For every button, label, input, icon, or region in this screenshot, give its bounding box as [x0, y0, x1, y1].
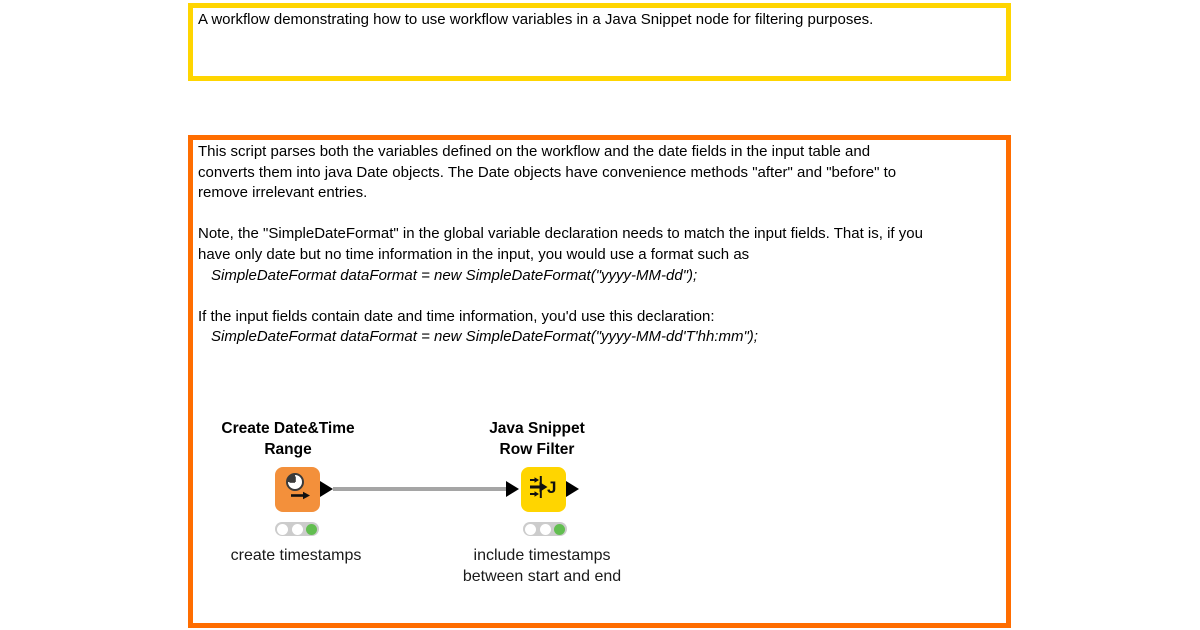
annotation-yellow-text: A workflow demonstrating how to use workflow variables in a Java Snippet node for filtering purposes. [198, 11, 874, 28]
status-light-amber-off [292, 524, 303, 535]
annotation-orange-code-line: SimpleDateFormat dataFormat = new SimpleDateFormat("yyyy-MM-dd'T'hh:mm"); [211, 328, 758, 346]
status-light-red-off [525, 524, 536, 535]
annotation-orange-line: This script parses both the variables defined on the workflow and the date fields in the input table and [198, 143, 871, 160]
node-title-line: Create Date&Time [221, 420, 355, 437]
clock-arrow-icon [282, 471, 314, 508]
node-java-snippet-row-filter[interactable] [521, 467, 566, 512]
node-title-create-date-time-range[interactable] [188, 418, 388, 460]
svg-text:J: J [547, 478, 557, 497]
node-label-line: include timestamps [473, 547, 611, 564]
annotation-orange-line: If the input fields contain date and time information, you'd use this declaration: [198, 307, 715, 325]
node-label-include-timestamps[interactable] [432, 545, 652, 587]
node-status-traffic-light [523, 522, 567, 536]
output-port-create-date-time-range[interactable] [320, 481, 333, 497]
annotation-orange-code-line: SimpleDateFormat dataFormat = new SimpleDateFormat("yyyy-MM-dd"); [211, 266, 698, 284]
input-port-java-snippet-row-filter[interactable] [506, 481, 519, 497]
annotation-orange-line: Note, the "SimpleDateFormat" in the global variable declaration needs to match the input fields. That is, if you [198, 225, 923, 243]
node-label-line: between start and end [462, 568, 622, 585]
node-connection-line[interactable] [333, 487, 507, 491]
annotation-blank-line [198, 286, 1001, 307]
annotation-orange-line: converts them into java Date objects. The Date objects have convenience methods "after" and "before" to [198, 163, 897, 181]
node-status-traffic-light [275, 522, 319, 536]
output-port-java-snippet-row-filter[interactable] [566, 481, 579, 497]
node-title-line: Range [264, 441, 312, 458]
annotation-orange-line: have only date but no time information in the input, you would use a format such as [198, 245, 750, 263]
status-light-amber-off [540, 524, 551, 535]
java-snippet-filter-icon [527, 472, 560, 507]
node-title-line: Row Filter [499, 441, 575, 458]
workflow-annotation-yellow[interactable] [188, 3, 1011, 81]
status-light-green-on [554, 524, 565, 535]
annotation-orange-line: remove irrelevant entries. [198, 184, 368, 202]
node-title-line: Java Snippet [489, 420, 585, 437]
node-create-date-time-range[interactable] [275, 467, 320, 512]
annotation-blank-line [198, 204, 1001, 225]
status-light-red-off [277, 524, 288, 535]
node-label-create-timestamps[interactable] [186, 545, 406, 566]
status-light-green-on [306, 524, 317, 535]
node-label-line: create timestamps [230, 547, 362, 564]
node-title-java-snippet-row-filter[interactable] [437, 418, 637, 460]
